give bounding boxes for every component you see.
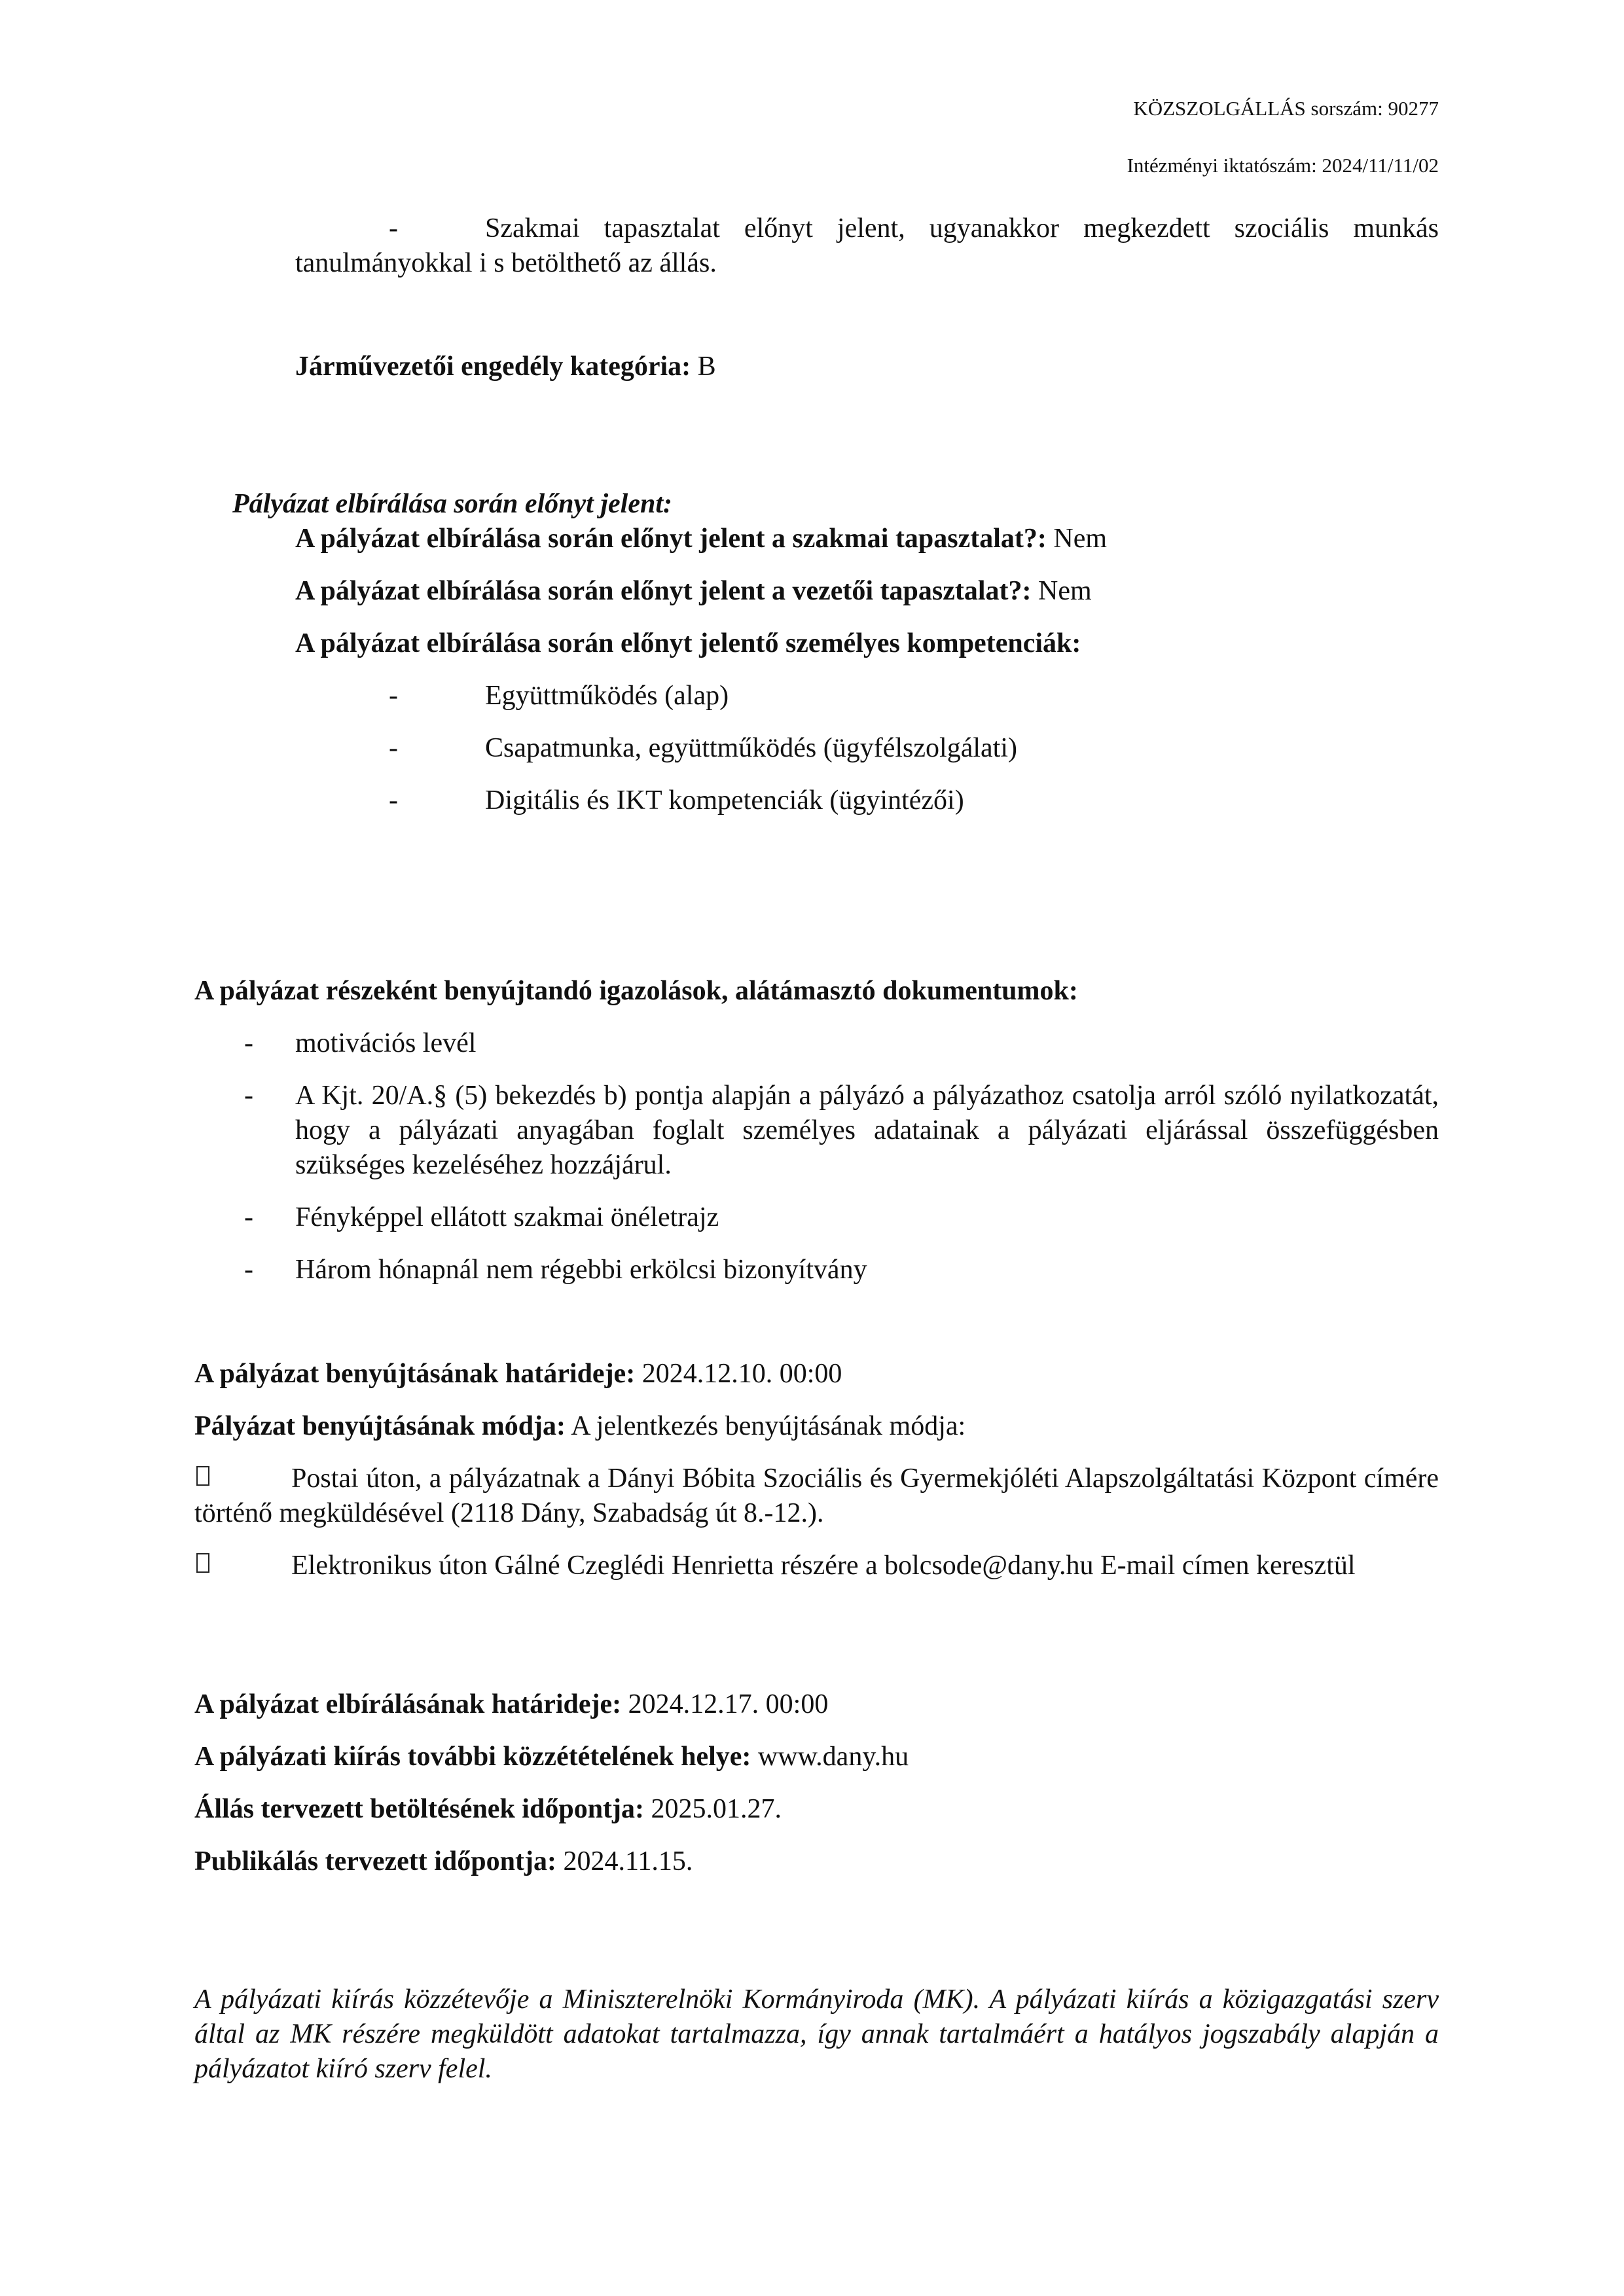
submission-deadline-label: A pályázat benyújtásának határideje:: [194, 1359, 636, 1389]
competencies-label: A pályázat elbírálása során előnyt jelentő személyes kompetenciák:: [295, 628, 1081, 658]
document-item: Fényképpel ellátott szakmai önéletrajz: [295, 1202, 719, 1232]
evaluation-deadline-value: 2024.12.17. 00:00: [621, 1689, 829, 1719]
submission-deadline-line: [194, 1357, 842, 1391]
competency-item: Digitális és IKT kompetenciák (ügyintézői): [485, 785, 964, 816]
professional-experience-line: [295, 522, 1107, 556]
planned-publish-label: Publikálás tervezett időpontja:: [194, 1846, 556, 1876]
document-item: motivációs levél: [295, 1028, 477, 1058]
submission-method-label: Pályázat benyújtásának módja:: [194, 1411, 566, 1441]
professional-experience-value: Nem: [1046, 524, 1108, 554]
list-dash: -: [244, 1255, 253, 1285]
planned-start-value: 2025.01.27.: [644, 1794, 782, 1824]
license-value: B: [691, 351, 716, 382]
advantages-heading: Pályázat elbírálása során előnyt jelent:: [232, 489, 672, 519]
document-item: Három hónapnál nem régebbi erkölcsi bizonyítvány: [295, 1255, 867, 1285]
list-dash: -: [389, 681, 398, 711]
submission-option-email: Elektronikus úton Gálné Czeglédi Henrietta részére a bolcsode@dany.hu E-mail címen keresztül: [291, 1551, 1356, 1581]
experience-note: Szakmai tapasztalat előnyt jelent, ugyanakkor megkezdett szociális munkás tanulmányokkal i s betölthető az állás.: [295, 213, 1439, 278]
evaluation-deadline-line: [194, 1687, 828, 1722]
leadership-experience-value: Nem: [1031, 576, 1092, 606]
list-dash: -: [244, 1202, 253, 1232]
planned-publish-line: [194, 1844, 693, 1879]
document-item: A Kjt. 20/A.§ (5) bekezdés b) pontja alapján a pályázó a pályázathoz csatolja arról szóló nyilatkozatát, hogy a pályázati anyagában foglalt személyes adatainak a pályázati eljárással összefüggésben szükséges kezeléséhez hozzájárul.: [295, 1081, 1439, 1180]
publication-place-line: [194, 1740, 909, 1774]
planned-publish-value: 2024.11.15.: [556, 1846, 693, 1876]
professional-experience-label: A pályázat elbírálása során előnyt jelent a szakmai tapasztalat?:: [295, 524, 1047, 554]
serial-number: KÖZSZOLGÁLLÁS sorszám: 90277: [1133, 97, 1439, 120]
list-dash: -: [244, 1081, 253, 1111]
publication-place-value: www.dany.hu: [751, 1742, 909, 1772]
submission-option-post: Postai úton, a pályázatnak a Dányi Bóbita Szociális és Gyermekjóléti Alapszolgáltatási Központ címére történő megküldésével (2118 Dány, Szabadság út 8.-12.).: [194, 1463, 1439, 1528]
leadership-experience-line: [295, 574, 1092, 609]
license-label: Járművezetői engedély kategória:: [295, 351, 691, 382]
license-line: [295, 350, 716, 384]
competency-item: Csapatmunka, együttműködés (ügyfélszolgálati): [485, 733, 1017, 763]
planned-start-line: [194, 1792, 782, 1827]
planned-start-label: Állás tervezett betöltésének időpontja:: [194, 1794, 645, 1824]
documents-heading: A pályázat részeként benyújtandó igazolások, alátámasztó dokumentumok:: [194, 976, 1078, 1006]
list-dash: -: [389, 733, 398, 763]
submission-deadline-value: 2024.12.10. 00:00: [635, 1359, 842, 1389]
list-dash: -: [389, 785, 398, 816]
registry-number: Intézményi iktatószám: 2024/11/11/02: [1127, 154, 1439, 177]
leadership-experience-label: A pályázat elbírálása során előnyt jelent a vezetői tapasztalat?:: [295, 576, 1032, 606]
submission-method-line: [194, 1409, 965, 1444]
list-dash: -: [389, 213, 398, 243]
evaluation-deadline-label: A pályázat elbírálásának határideje:: [194, 1689, 622, 1719]
footer-note: A pályázati kiírás közzétevője a Miniszterelnöki Kormányiroda (MK). A pályázati kiírás a közigazgatási szerv által az MK részére megküldött adatokat tartalmazza, így annak tartalmáért a hatályos jogszabály alapján a pályázatot kiíró szerv felel.: [194, 1984, 1439, 2084]
list-dash: -: [244, 1028, 253, 1058]
publication-place-label: A pályázati kiírás további közzétételének helye:: [194, 1742, 751, 1772]
submission-method-value: A jelentkezés benyújtásának módja:: [566, 1411, 966, 1441]
competency-item: Együttműködés (alap): [485, 681, 729, 711]
